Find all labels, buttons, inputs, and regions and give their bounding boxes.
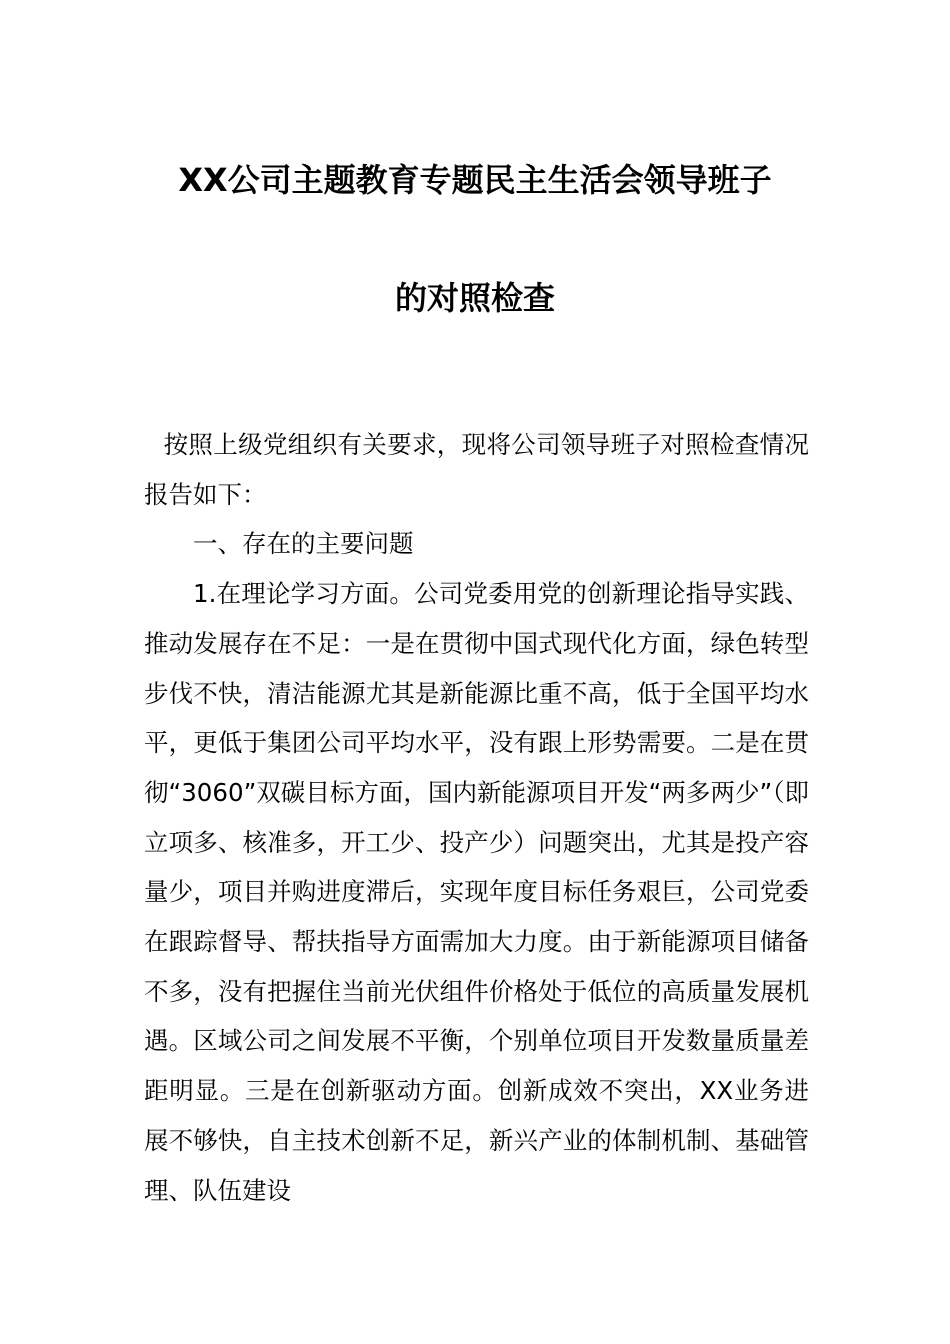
section-heading: 一、存在的主要问题 [193,529,414,559]
document-title-line-2: 的对照检查 [394,279,555,317]
intro-paragraph: 按照上级党组织有关要求，现将公司领导班子对照检查情况报告如下： [144,430,809,509]
body-paragraph: 1.在理论学习方面。公司党委用党的创新理论指导实践、推动发展存在不足：一是在贯彻中国式现代化方面，绿色转型步伐不快，清洁能源尤其是新能源比重不高，低于全国平均水平，更低于集团公司平均水平，没有跟上形势需要。二是在贯彻“3060”双碳目标方面，国内新能源项目开发“两多两少”（即立项多、核准多，开工少、投产少）问题突出，尤其是投产容量少，项目并购进度滞后，实现年度目标任务艰巨，公司党委在跟踪督导、帮扶指导方面需加大力度。由于新能源项目储备不多，没有把握住当前光伏组件价格处于低位的高质量发展机遇。区域公司之间发展不平衡，个别单位项目开发数量质量差距明显。三是在创新驱动方面。创新成效不突出，XX业务进展不够快，自主技术创新不足，新兴产业的体制机制、基础管理、队伍建设 [144,579,809,1205]
document-title-line-1: XX公司主题教育专题民主生活会领导班子 [178,161,772,199]
document-body [144,420,809,1215]
